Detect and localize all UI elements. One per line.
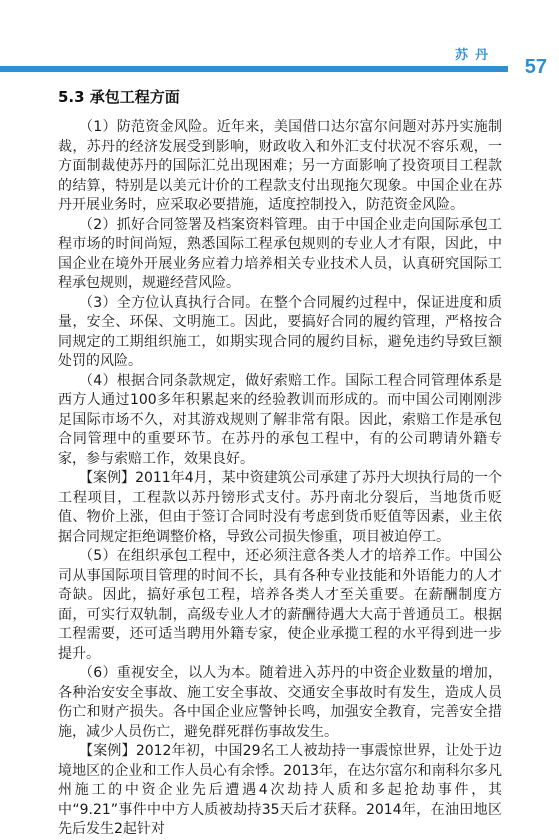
case-paragraph-1: 【案例】2011年4月，某中资建筑公司承建了苏丹大坝执行局的一个工程项目，工程款以苏丹镑形式支付。苏丹南北分裂后，当地货币贬值、物价上涨，但由于签订合同时没有考虑到货币贬值等因素，业主依据合同规定拒绝调整价格，导致公司损失惨重，项目被迫停工。 — [58, 470, 502, 545]
header-bar — [0, 66, 508, 72]
paragraph-6: （6）重视安全，以人为本。随着进入苏丹的中资企业数量的增加，各种治安安全事故、施工安全事故、交通安全事故时有发生，造成人员伤亡和财产损失。各中国企业应警钟长鸣，加强安全教育，完善安全措施，减少人员伤亡，避免群死群伤事故发生。 — [58, 665, 502, 740]
paragraph-1: （1）防范资金风险。近年来，美国借口达尔富尔问题对苏丹实施制裁，苏丹的经济发展受到影响，财政收入和外汇支付状况不容乐观，一方面制裁使苏丹的国际汇兑出现困难；另一方面影响了投资项目工程款的结算，特别是以美元计价的工程款支付出现拖欠现象。中国企业在苏丹开展业务时，应采取必要措施，适度控制投入，防范资金风险。 — [58, 119, 502, 213]
body-text — [58, 118, 502, 840]
paragraph-3: （3）全方位认真执行合同。在整个合同履约过程中，保证进度和质量，安全、环保、文明施工。因此，要搞好合同的履约管理，严格按合同规定的工期组织施工，如期实现合同的履约目标，避免违约导致巨额处罚的风险。 — [58, 294, 502, 369]
paragraph-2: （2）抓好合同签署及档案资料管理。由于中国企业走向国际承包工程市场的时间尚短，熟悉国际工程承包规则的专业人才有限，因此，中国企业在境外开展业务应着力培养相关专业技术人员，认真研究国际工程承包规则，规避经营风险。 — [58, 216, 502, 291]
header-country: 苏丹 — [454, 48, 495, 63]
paragraph-5: （5）在组织承包工程中，还必须注意各类人才的培养工作。中国公司从事国际项目管理的时间不长，具有各种专业技能和外语能力的人才奇缺。因此，搞好承包工程，培养各类人才至关重要。在薪酬制度方面，可实行双轨制，高级专业人才的薪酬待遇大大高于普通员工。根据工程需要，还可适当聘用外籍专家，使企业承揽工程的水平得到进一步提升。 — [58, 548, 502, 662]
page-number: 57 — [524, 56, 547, 78]
section-title: 5.3 承包工程方面 — [58, 88, 180, 106]
paragraph-4: （4）根据合同条款规定，做好索赔工作。国际工程合同管理体系是西方人通过100多年积累起来的经验教训而形成的。而中国公司刚刚涉足国际市场不久，对其游戏规则了解非常有限。因此，索赔工作是承包合同管理中的重要环节。在苏丹的承包工程中，有的公司聘请外籍专家，参与索赔工作，效果良好。 — [58, 372, 502, 467]
case-paragraph-2: 【案例】2012年初，中国29名工人被劫持一事震惊世界，让处于边境地区的企业和工作人员心有余悸。2013年，在达尔富尔和南科尔多凡州施工的中资企业先后遭遇4次劫持人质和多起抢劫事件，其中“9.21”事件中中方人质被劫持35天后才获释。2014年，在油田地区先后发生2起针对 — [58, 743, 502, 837]
